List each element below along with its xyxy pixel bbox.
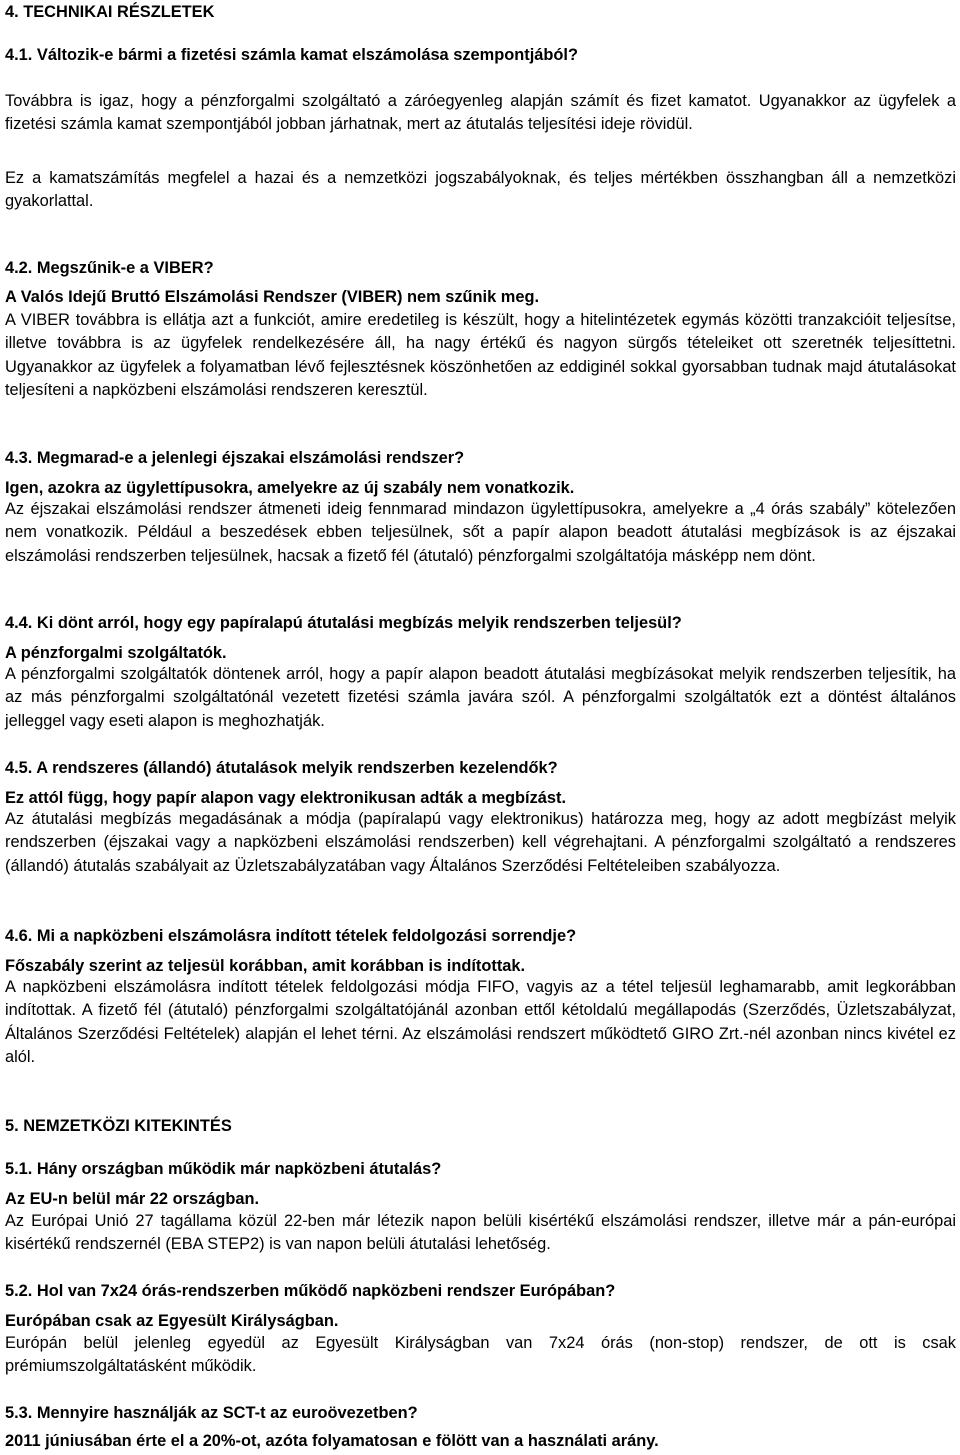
section-5-heading: 5. NEMZETKÖZI KITEKINTÉS	[5, 1117, 232, 1135]
answer-4-5: Ez attól függ, hogy papír alapon vagy elektronikusan adták a megbízást.	[5, 789, 567, 807]
section-4-heading: 4. TECHNIKAI RÉSZLETEK	[5, 3, 215, 21]
paragraph-4-1-b: Ez a kamatszámítás megfelel a hazai és a nemzetközi jogszabályoknak, és teljes mértékben összhangban áll a nemzetközi gyakorlattal.	[5, 169, 956, 211]
answer-4-2: A Valós Idejű Bruttó Elszámolási Rendszer (VIBER) nem szűnik meg.	[5, 288, 540, 306]
question-4-5: 4.5. A rendszeres (állandó) átutalások melyik rendszerben kezelendők?	[5, 759, 558, 777]
question-5-1: 5.1. Hány országban működik már napközbeni átutalás?	[5, 1160, 442, 1178]
paragraph-4-6: A napközbeni elszámolásra indított tételek feldolgozási módja FIFO, vagyis az a tétel teljesül leghamarabb, amit legkorábban indítottak. A fizető fél (átutaló) pénzforgalmi szolgáltatójánál azonban ettől kétoldalú megállapodás (Szerződés, Üzletszabályzat, Általános Szerződési Feltételek) alapján el lehet térni. Az elszámolási rendszert működtető GIRO Zrt.-nél azonban nincs kivétel ez alól.	[5, 978, 956, 1067]
question-4-1: 4.1. Változik-e bármi a fizetési számla kamat elszámolása szempontjából?	[5, 46, 578, 64]
question-5-3: 5.3. Mennyire használják az SCT-t az euroövezetben?	[5, 1404, 418, 1422]
paragraph-5-1: Az Európai Unió 27 tagállama közül 22-ben már létezik napon belüli kisértékű elszámolási rendszer, illetve már a pán-európai kisértékű rendszernél (EBA STEP2) is van napon belüli átutalási lehetőség.	[5, 1212, 956, 1254]
paragraph-4-4: A pénzforgalmi szolgáltatók döntenek arról, hogy a papír alapon beadott átutalási megbízásokat melyik rendszerben teljesítik, ha az más pénzforgalmi szolgáltatónál vezetett fizetési számla javára szól. A pénzforgalmi szolgáltatók ezt a döntést általános jelleggel vagy eseti alapon is meghozhatják.	[5, 665, 956, 730]
answer-4-6: Főszabály szerint az teljesül korábban, amit korábban is indítottak.	[5, 957, 526, 975]
answer-4-3: Igen, azokra az ügylettípusokra, amelyekre az új szabály nem vonatkozik.	[5, 479, 575, 497]
answer-5-2: Európában csak az Egyesült Királyságban.	[5, 1312, 339, 1330]
paragraph-5-2: Európán belül jelenleg egyedül az Egyesült Királyságban van 7x24 órás (non-stop) rendszer, de ott is csak prémiumszolgáltatásként működik.	[5, 1334, 956, 1376]
question-4-3: 4.3. Megmarad-e a jelenlegi éjszakai elszámolási rendszer?	[5, 449, 465, 467]
paragraph-4-2: A VIBER továbbra is ellátja azt a funkciót, amire eredetileg is készült, hogy a hitelintézetek egymás közötti tranzakcióit teljesítse, illetve továbbra is az ügyfelek rendelkezésére áll, ha nagy értékű és nagyon sürgős tételeiket ott szeretnék teljesíttetni. Ugyanakkor az ügyfelek a folyamatban lévő fejlesztésnek köszönhetően az eddiginél sokkal gyorsabban tudnak majd átutalásokat teljesíteni a napközbeni elszámolási rendszeren keresztül.	[5, 311, 956, 400]
paragraph-4-1-a: Továbbra is igaz, hogy a pénzforgalmi szolgáltató a záróegyenleg alapján számít és fizet kamatot. Ugyanakkor az ügyfelek a fizetési számla kamat szempontjából jobban járhatnak, mert az átutalás teljesítési ideje rövidül.	[5, 92, 956, 134]
question-4-4: 4.4. Ki dönt arról, hogy egy papíralapú átutalási megbízás melyik rendszerben teljesül?	[5, 614, 682, 632]
question-4-6: 4.6. Mi a napközbeni elszámolásra indított tételek feldolgozási sorrendje?	[5, 927, 577, 945]
answer-5-1: Az EU-n belül már 22 országban.	[5, 1190, 260, 1208]
question-4-2: 4.2. Megszűnik-e a VIBER?	[5, 259, 214, 277]
answer-5-3: 2011 júniusában érte el a 20%-ot, azóta folyamatosan e fölött van a használati arány.	[5, 1432, 659, 1450]
paragraph-4-3: Az éjszakai elszámolási rendszer átmeneti ideig fennmarad mindazon ügylettípusokra, amelyekre a „4 órás szabály” kötelezően nem vonatkozik. Például a beszedések ebben teljesülnek, sőt a papír alapon beadott átutalási megbízások is az éjszakai elszámolási rendszerben teljesülnek, hacsak a fizető fél (átutaló) pénzforgalmi szolgáltatója másképp nem dönt.	[5, 500, 956, 565]
answer-4-4: A pénzforgalmi szolgáltatók.	[5, 644, 227, 662]
paragraph-4-5: Az átutalási megbízás megadásának a módja (papíralapú vagy elektronikus) határozza meg, hogy az adott megbízást melyik rendszerben (éjszakai vagy a napközbeni elszámolási rendszerben) kell végrehajtani. A pénzforgalmi szolgáltató a rendszeres (állandó) átutalás szabályait az Üzletszabályzatában vagy Általános Szerződési Feltételeiben szabályozza.	[5, 810, 956, 875]
question-5-2: 5.2. Hol van 7x24 órás-rendszerben működő napközbeni rendszer Európában?	[5, 1282, 616, 1300]
